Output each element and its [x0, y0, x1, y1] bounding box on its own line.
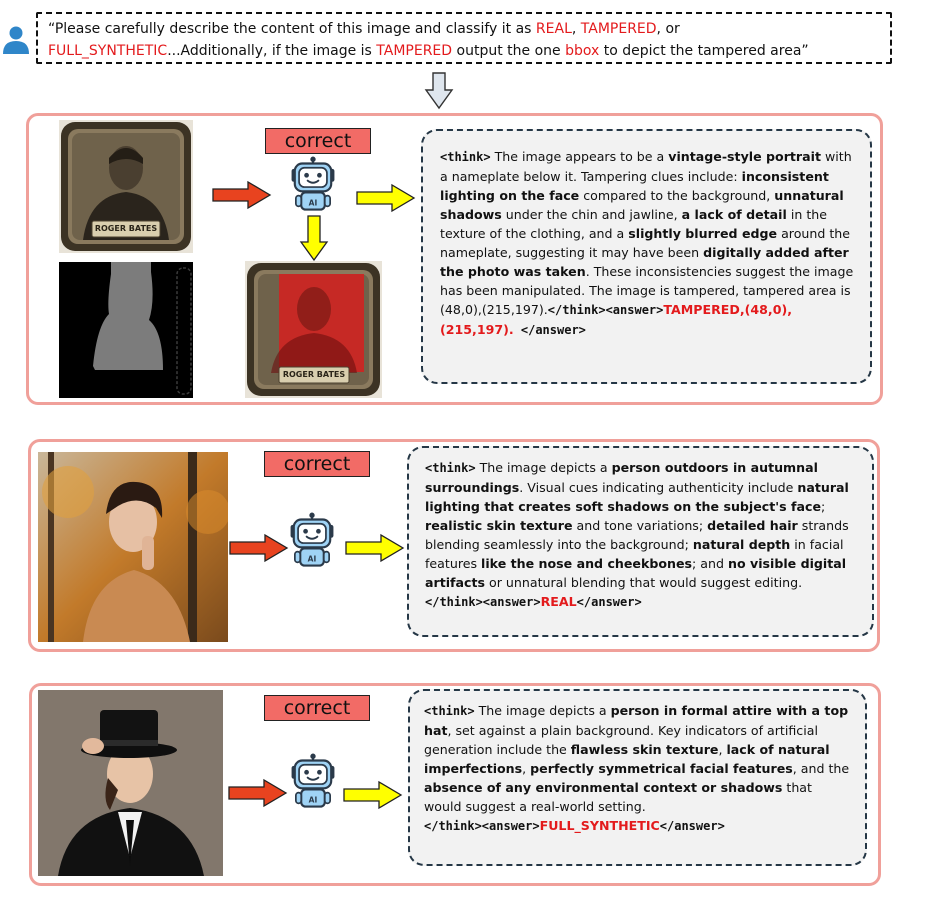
answer-close-tag: </answer> [576, 595, 642, 609]
prompt-text-4: to depict the tampered area” [599, 43, 809, 59]
correct-tag: correct [264, 451, 370, 477]
response-highlight: vintage-style portrait [668, 149, 821, 164]
response-text: in the texture of the clothing, and a [440, 207, 827, 241]
prompt-full-synthetic: FULL_SYNTHETIC [48, 43, 168, 59]
response-highlight: flawless skin texture [570, 742, 719, 757]
response-box [408, 689, 867, 866]
response-text: under the chin and jawline, [501, 207, 682, 222]
response-text: , set against a plain background. Key indicators of artificial generation include the [424, 723, 818, 757]
autumn-portrait-image [38, 452, 228, 642]
answer-value: REAL [540, 594, 577, 609]
nameplate-label: ROGER BATES [94, 224, 158, 233]
response-text: strands blending seamlessly into the background; [425, 518, 849, 552]
correct-tag: correct [264, 695, 370, 721]
response-text: . Visual cues indicating authenticity include [519, 480, 798, 495]
response-highlight: absence of any environmental context or shadows [424, 780, 783, 795]
response-box [421, 129, 872, 384]
prompt-real: REAL [535, 21, 572, 37]
response-highlight: unnatural shadows [440, 188, 844, 222]
arrow-right-icon [345, 533, 405, 563]
down-arrow-icon [424, 72, 454, 110]
response-text: ; and [692, 556, 728, 571]
response-text: in facial features [425, 537, 844, 571]
response-text: compared to the background, [579, 188, 775, 203]
answer-open-tag: </think><answer> [424, 819, 540, 833]
response-text: The image depicts a [474, 703, 611, 718]
arrow-right-icon [212, 180, 272, 210]
response-text: , and the [792, 761, 850, 776]
response-highlight: natural depth [692, 537, 791, 552]
answer-open-tag: </think><answer> [547, 303, 664, 317]
nameplate-label: ROGER BATES [282, 370, 346, 379]
response-text: , [522, 761, 531, 776]
response-text: around the nameplate, suggesting it may have been [440, 226, 851, 260]
robot-ai-icon [287, 156, 339, 216]
prompt-sep: , or [656, 21, 680, 37]
response-highlight: detailed hair [707, 518, 798, 533]
arrow-right-icon [356, 183, 416, 213]
response-text: ; [821, 499, 826, 514]
prompt-text-3: output the one [452, 43, 566, 59]
prompt-sep: , [571, 21, 581, 37]
answer-close-tag: </answer> [513, 323, 586, 337]
think-open-tag: <think> [424, 704, 475, 718]
response-text: The image depicts a [475, 460, 612, 475]
tampered-prediction-image [245, 261, 382, 398]
prompt-tampered: TAMPERED [580, 21, 657, 37]
response-text: The image appears to be a [490, 149, 669, 164]
response-highlight: person outdoors in autumnal surroundings [425, 460, 818, 495]
response-highlight: slightly blurred edge [628, 226, 778, 241]
response-text: and tone variations; [572, 518, 708, 533]
response-text: . These inconsistencies suggest the image has been manipulated. The image is tampered, tampered area is (48,0),(215,197). [440, 264, 854, 317]
response-text: , [718, 742, 727, 757]
answer-close-tag: </answer> [659, 819, 725, 833]
response-highlight: perfectly symmetrical facial features [530, 761, 793, 776]
top-hat-portrait-image [38, 690, 223, 876]
vintage-portrait-image [59, 120, 193, 253]
user-icon [0, 24, 32, 56]
answer-value: TAMPERED,(48,0),(215,197). [440, 302, 793, 337]
arrow-right-icon [228, 778, 288, 808]
response-highlight: realistic skin texture [425, 518, 573, 533]
arrow-right-icon [229, 533, 289, 563]
response-box [407, 446, 874, 637]
arrow-right-icon [343, 780, 403, 810]
robot-ai-icon [287, 753, 339, 813]
prompt-text-1: “Please carefully describe the content of this image and classify it as [48, 21, 536, 37]
correct-tag: correct [265, 128, 371, 154]
prompt-bbox: bbox [565, 43, 600, 59]
arrow-down-icon [299, 215, 329, 261]
response-highlight: lack of natural imperfections [424, 742, 830, 776]
response-highlight: natural lighting that creates soft shadows on the subject's face [425, 480, 849, 514]
tamper-mask-image [59, 262, 193, 398]
think-open-tag: <think> [425, 461, 476, 475]
think-open-tag: <think> [440, 150, 491, 164]
response-highlight: digitally added after the photo was taken [440, 245, 849, 279]
response-highlight: a lack of detail [681, 207, 787, 222]
response-highlight: person in formal attire with a top hat [424, 703, 849, 738]
response-highlight: inconsistent lighting on the face [440, 169, 829, 203]
response-text: or unnatural blending that would suggest editing. [485, 575, 803, 590]
prompt-text-2: ...Additionally, if the image is [167, 43, 377, 59]
answer-value: FULL_SYNTHETIC [539, 818, 660, 833]
answer-open-tag: </think><answer> [425, 595, 541, 609]
response-highlight: like the nose and cheekbones [481, 556, 693, 571]
prompt-box [36, 12, 892, 64]
robot-ai-icon [286, 512, 338, 572]
prompt-tampered-2: TAMPERED [376, 43, 453, 59]
response-highlight: no visible digital artifacts [425, 556, 847, 590]
response-text: with a nameplate below it. Tampering clues include: [440, 149, 852, 184]
response-text: that would suggest a real-world setting. [424, 780, 812, 814]
